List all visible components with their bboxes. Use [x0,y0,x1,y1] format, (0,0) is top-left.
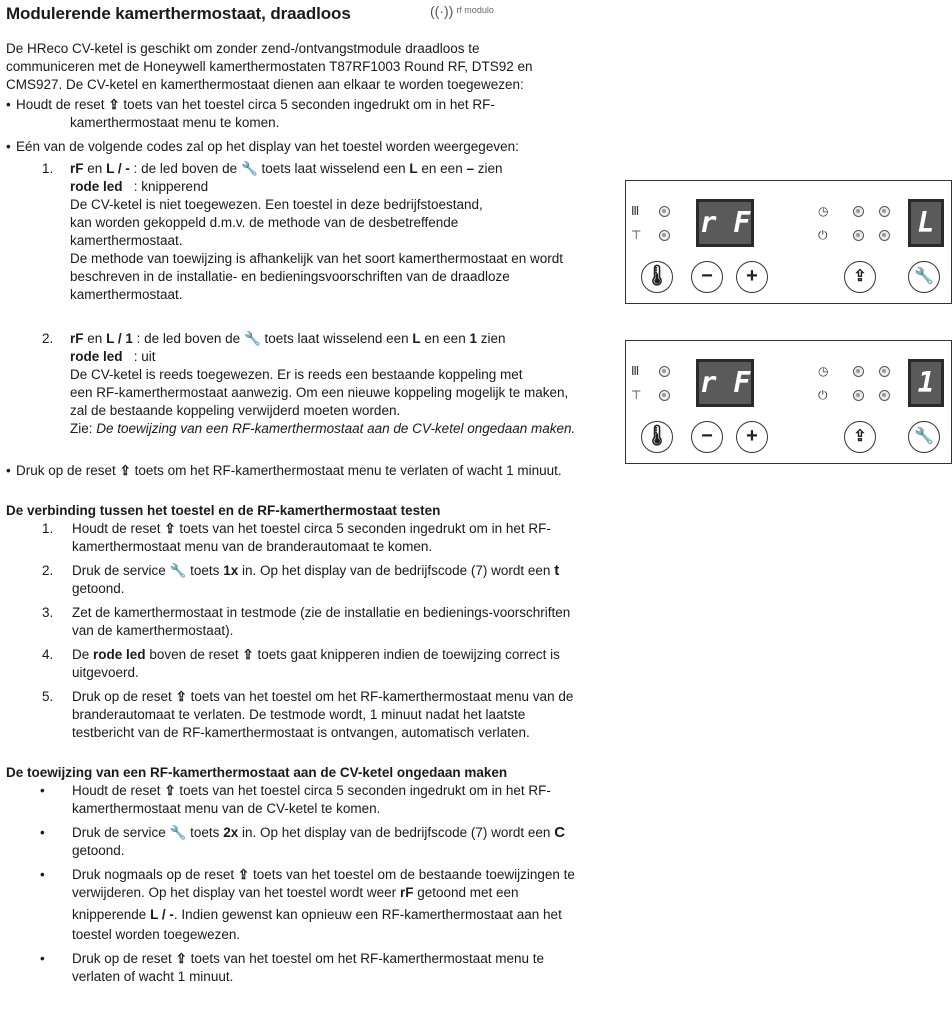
item-number: 1. [42,161,54,176]
led-timer [853,366,864,377]
s3-bullet-2-line-1: Druk de service 🔧 toets 2x in. Op het display van de bedrijfscode (7) wordt een C [72,824,566,841]
step-5-line-2: branderautomaat te verlaten. De testmode wordt, 1 minuut nadat het laatste [72,707,526,722]
step-2-line-1: Druk de service 🔧 toets 1x in. Op het display van de bedrijfscode (7) wordt een t [72,562,560,579]
thermometer-button[interactable] [641,261,673,293]
s3-bullet-3-line-4: toestel worden toegewezen. [72,927,241,942]
s3-bullet-1-line-2: kamerthermostaat menu van de CV-ketel te komen. [72,801,381,816]
item-1-text-1: De CV-ketel is niet toegewezen. Een toestel in deze bedrijfstoestand, [70,197,483,212]
reset-icon: ⇪ [853,428,867,445]
step-4-line-1: De rode led boven de reset ⇪ toets gaat knipperen indien de toewijzing correct is [72,647,560,662]
led-reset [879,230,890,241]
bullet: • [40,951,45,966]
display-main: r F [696,359,754,407]
reset-icon: ⇪ [164,783,176,798]
display-main: r F [696,199,754,247]
item-1-text-2: kan worden gekoppeld d.m.v. de methode van de desbetreffende [70,215,459,230]
item-1-led-line: rode led : knipperend [70,179,209,194]
service-wrench-icon: 🔧 [240,161,258,176]
step-number: 5. [42,689,54,704]
bullet-3: Druk op de reset ⇪ toets om het RF-kamerthermostaat menu te verlaten of wacht 1 minuut. [16,463,562,478]
thermometer-icon: 🌡 [644,425,670,447]
reset-button[interactable] [844,261,876,293]
step-5-line-3: testbericht van de RF-kamerthermostaat is ontvangen, automatisch verlaten. [72,725,530,740]
reset-button[interactable] [844,421,876,453]
item-1-text-6: kamerthermostaat. [70,287,183,302]
s3-bullet-3-line-2: verwijderen. Op het display van het toestel wordt weer rF getoond met een [72,885,519,900]
item-2-see-line: Zie: De toewijzing van een RF-kamerthermostaat aan de CV-ketel ongedaan maken. [70,421,576,436]
intro-line-2: communiceren met de Honeywell kamerthermostaten T87RF1003 Round RF, DTS92 en [6,59,533,74]
item-2-led-line: rode led : uit [70,349,156,364]
step-3-line-1: Zet de kamerthermostaat in testmode (zie de installatie en bedienings-voorschriften [72,605,571,620]
reset-icon: ⇪ [108,97,120,112]
led-service [879,206,890,217]
reset-icon: ⇪ [242,647,254,662]
item-2-text-1: De CV-ketel is reeds toegewezen. Er is reeds een bestaande koppeling met [70,367,523,382]
plus-button[interactable]: + [736,421,768,453]
step-5-line-1: Druk op de reset ⇪ toets van het toestel om het RF-kamerthermostaat menu van de [72,689,574,704]
led-reset [879,390,890,401]
s3-bullet-2-line-2: getoond. [72,843,125,858]
service-wrench-icon: 🔧 [169,825,187,840]
plus-button[interactable]: + [736,261,768,293]
reset-icon: ⇪ [237,867,250,882]
display-code: 1 [908,359,944,407]
clock-icon: ◷ [818,204,829,218]
service-wrench-icon: 🔧 [243,331,261,346]
step-4-line-2: uitgevoerd. [72,665,139,680]
service-wrench-icon: 🔧 [169,563,187,578]
intro-line-1: De HReco CV-ketel is geschikt om zonder zend-/ontvangstmodule draadloos te [6,41,480,56]
bullet: • [6,139,11,154]
control-panel-2 [625,340,952,464]
bullet-2: Eén van de volgende codes zal op het display van het toestel worden weergegeven: [16,139,519,154]
service-wrench-icon: 🔧 [914,428,934,445]
service-button[interactable] [908,421,940,453]
step-2-line-2: getoond. [72,581,125,596]
bullet: • [40,867,45,882]
thermometer-icon: 🌡 [644,265,670,287]
control-panel-1 [625,180,952,304]
s3-bullet-1-line-1: Houdt de reset ⇪ toets van het toestel circa 5 seconden ingedrukt om in het RF- [72,783,551,798]
s3-bullet-4-line-2: verlaten of wacht 1 minuut. [72,969,234,984]
step-number: 1. [42,521,54,536]
reset-icon: ⇪ [164,521,176,536]
step-3-line-2: van de kamerthermostaat). [72,623,234,638]
s3-bullet-3-line-3: knipperende L / -. Indien gewenst kan opnieuw een RF-kamerthermostaat aan het [72,907,562,922]
bullet: • [6,97,11,112]
item-2-text-2: een RF-kamerthermostaat aanwezig. Om een nieuwe koppeling mogelijk te maken, [70,385,569,400]
page-title: Modulerende kamerthermostaat, draadloos [6,4,351,23]
led-service [879,366,890,377]
led-heating [659,206,670,217]
led-hot-water [659,230,670,241]
reset-icon: ⇪ [853,268,867,285]
led-hot-water [659,390,670,401]
minus-button[interactable]: − [691,261,723,293]
led-heating [659,366,670,377]
reset-icon: ⇪ [175,951,187,966]
intro-line-3: CMS927. De CV-ketel en kamerthermostaat dienen aan elkaar te worden toegewezen: [6,77,524,92]
section-2-heading: De verbinding tussen het toestel en de RF-kamerthermostaat testen [6,503,441,518]
step-1-line-2: kamerthermostaat menu van de branderautomaat te komen. [72,539,433,554]
led-power [853,390,864,401]
s3-bullet-4-line-1: Druk op de reset ⇪ toets van het toestel om het RF-kamerthermostaat menu te [72,951,545,966]
service-button[interactable] [908,261,940,293]
reset-icon: ⇪ [175,689,187,704]
item-number: 2. [42,331,54,346]
bullet: • [40,825,45,840]
section-3-heading: De toewijzing van een RF-kamerthermostaat aan de CV-ketel ongedaan maken [6,765,508,780]
item-1-text-5: beschreven in de installatie- en bedieningsvoorschriften van de draadloze [70,269,510,284]
thermometer-button[interactable] [641,421,673,453]
item-2-text-3: zal de bestaande koppeling verwijderd moeten worden. [70,403,401,418]
radiator-icon: Ⅲ [631,204,640,218]
bullet-1-line-1: Houdt de reset ⇪ toets van het toestel circa 5 seconden ingedrukt om in het RF- [16,97,495,112]
step-1-line-1: Houdt de reset ⇪ toets van het toestel circa 5 seconden ingedrukt om in het RF- [72,521,551,536]
s3-bullet-3-line-1: Druk nogmaals op de reset ⇪ toets van het toestel om de bestaande toewijzingen te [72,867,575,882]
led-power [853,230,864,241]
service-wrench-icon: 🔧 [914,268,934,285]
tap-icon: ⊤ [631,388,642,402]
reset-icon: ⇪ [119,463,131,478]
step-number: 2. [42,563,54,578]
item-1-text-4: De methode van toewijzing is afhankelijk van het soort kamerthermostaat en wordt [70,251,564,266]
power-icon: ⏻ [818,388,828,402]
step-number: 3. [42,605,54,620]
bullet: • [40,783,45,798]
tap-icon: ⊤ [631,228,642,242]
clock-icon: ◷ [818,364,829,378]
display-code: L [908,199,944,247]
logo-text: rf modulo [456,5,494,15]
antenna-icon: ((·)) [430,3,454,19]
step-number: 4. [42,647,54,662]
minus-button[interactable]: − [691,421,723,453]
item-1-text-3: kamerthermostaat. [70,233,183,248]
rf-modulo-logo [430,2,494,21]
item-1-code-line: rF en L / - : de led boven de 🔧 toets laat wisselend een L en een – zien [70,161,503,176]
radiator-icon: Ⅲ [631,364,640,378]
item-2-code-line: rF en L / 1 : de led boven de 🔧 toets laat wisselend een L en een 1 zien [70,331,506,346]
led-timer [853,206,864,217]
bullet-1-line-2: kamerthermostaat menu te komen. [70,115,280,130]
power-icon: ⏻ [818,228,828,242]
bullet: • [6,463,11,478]
